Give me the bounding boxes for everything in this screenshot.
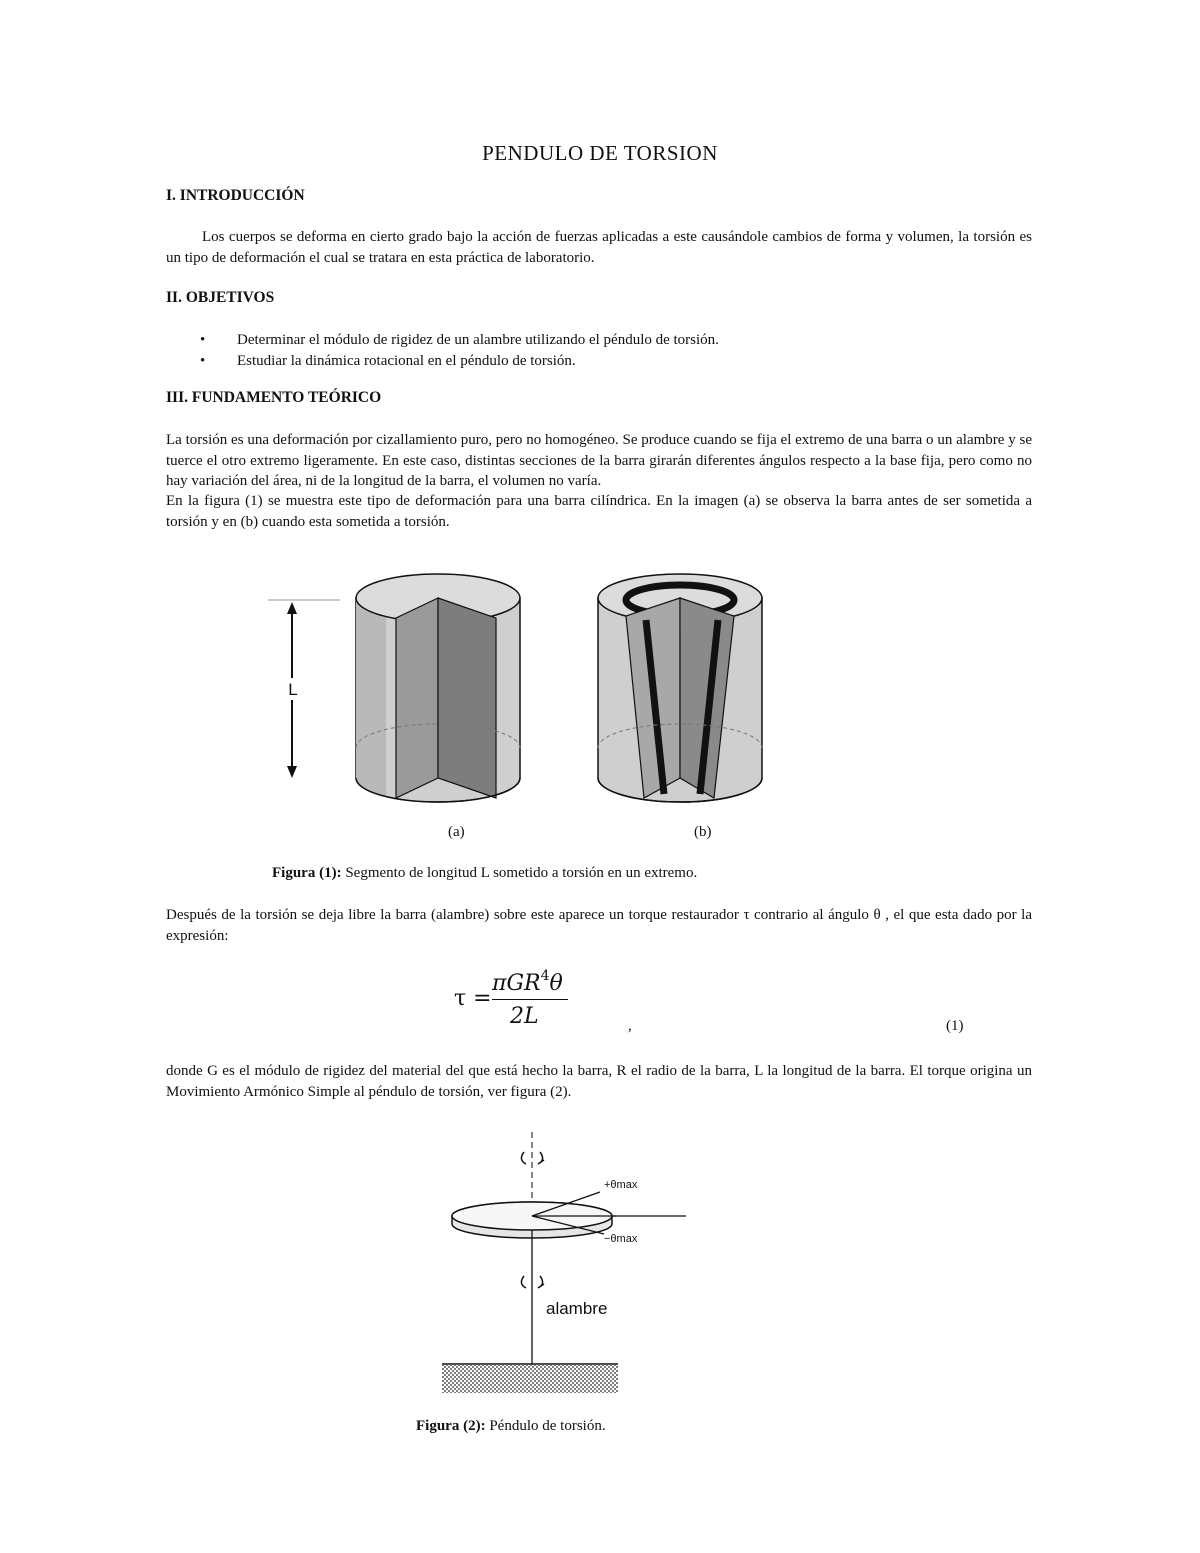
equation-number: (1) [946, 1018, 964, 1034]
figure-2-caption-label: Figura (2): [416, 1418, 486, 1434]
formula-numerator [492, 968, 563, 996]
heading-objectives: II. OBJETIVOS [166, 289, 275, 306]
wire-label: alambre [546, 1299, 608, 1318]
theta-minus-label: −θmax [604, 1233, 638, 1245]
cylinder-a [356, 574, 520, 802]
ground-hatch [442, 1365, 618, 1393]
heading-introduction: I. INTRODUCCIÓN [166, 187, 305, 204]
formula-numerator-tail: θ [549, 971, 563, 996]
theory-paragraph-2: En la figura (1) se muestra este tipo de deformación para una barra cilíndrica. En la imagen (a) se observa la barra antes de ser sometida a torsión y en (b) cuando esta sometida a torsión. [166, 493, 1032, 530]
formula-denominator: 2L [510, 1004, 539, 1029]
list-item: • Estudiar la dinámica rotacional en el péndulo de torsión. [196, 351, 719, 372]
formula-comma: , [628, 1018, 632, 1034]
intro-paragraph [166, 227, 1032, 268]
theta-plus-label: +θmax [604, 1179, 638, 1191]
theory-paragraph-4: donde G es el módulo de rigidez del material del que está hecho la barra, R el radio de la barra, L la longitud de la barra. El torque origina un Movimiento Armónico Simple al péndulo de torsión, ver figura (2). [166, 1063, 1032, 1100]
figure-1-label-b: (b) [694, 824, 712, 840]
arrow-up-icon [287, 602, 297, 614]
figure-1-caption-text: Segmento de longitud L sometido a torsión en un extremo. [341, 865, 698, 881]
formula-exponent: 4 [540, 968, 550, 984]
figure-1-caption [272, 865, 697, 882]
arrow-down-icon [287, 766, 297, 778]
theory-paragraph-1: La torsión es una deformación por cizallamiento puro, pero no homogéneo. Se produce cuando se fija el extremo de una barra o un alambre y se tuerce el otro extremo ligeramente. En este caso, distintas secciones de la barra girarán diferentes ángulos respecto a la base fija, pero como no hay variación del área, ni de la longitud de la barra, el volumen no varía. [166, 432, 1032, 489]
intro-text: Los cuerpos se deforma en cierto grado bajo la acción de fuerzas aplicadas a este causándole cambios de forma y volumen, la torsión es un tipo de deformación el cual se tratara en esta práctica de laboratorio. [166, 229, 1032, 266]
length-label: L [288, 680, 298, 699]
wire-rotation-arrow-icon [521, 1276, 544, 1288]
figure-1-cylinders [256, 558, 796, 820]
theory-paragraph-3: Después de la torsión se deja libre la barra (alambre) sobre este aparece un torque restaurador τ contrario al ángulo θ , el que esta dado por la expresión: [166, 907, 1032, 944]
cylinder-b [598, 574, 762, 802]
figure-1-label-a: (a) [448, 824, 465, 840]
figure-2-torsion-pendulum [440, 1130, 700, 1400]
heading-theory: III. FUNDAMENTO TEÓRICO [166, 389, 382, 406]
figure-1-caption-label: Figura (1): [272, 865, 342, 881]
page-title: PENDULO DE TORSION [482, 141, 718, 165]
figure-2-caption-text: Péndulo de torsión. [485, 1418, 606, 1434]
formula-numerator-base: πGR [492, 971, 541, 996]
figure-2-caption [416, 1418, 606, 1435]
list-item: • Determinar el módulo de rigidez de un alambre utilizando el péndulo de torsión. [196, 330, 719, 351]
formula-lhs: τ = [454, 986, 492, 1011]
fraction-bar [492, 999, 568, 1000]
rotation-arrow-icon [521, 1152, 544, 1164]
torque-formula [448, 964, 578, 1040]
objectives-list [196, 330, 719, 372]
